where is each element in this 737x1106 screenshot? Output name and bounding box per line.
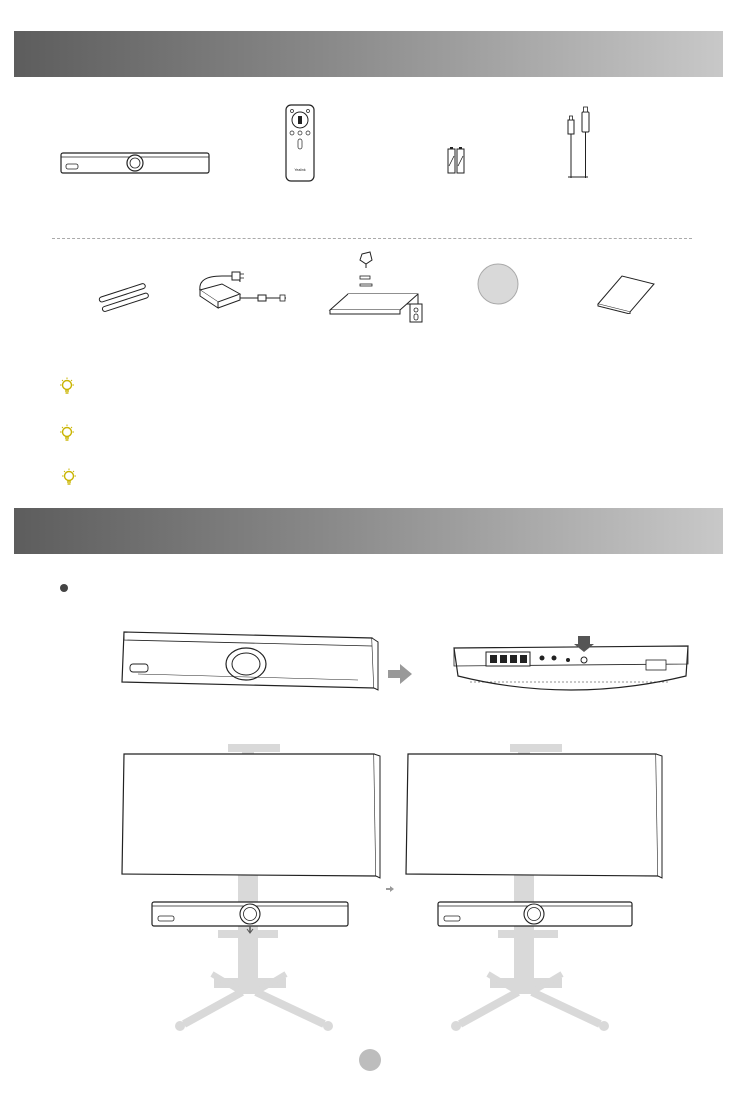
cable-ties-icon xyxy=(96,282,152,314)
lightbulb-icon xyxy=(59,424,75,442)
lightbulb-icon xyxy=(61,468,77,486)
video-bar-icon xyxy=(60,150,210,176)
usb-cable-icon xyxy=(560,106,600,178)
next-step-arrow-icon xyxy=(386,886,394,892)
remote-brand-label: Yealink xyxy=(294,168,306,172)
quick-start-guide-icon xyxy=(596,274,656,314)
next-step-arrow-icon xyxy=(388,664,412,684)
page-number-badge xyxy=(359,1049,381,1071)
lightbulb-icon xyxy=(59,377,75,395)
display-stand-mount-before xyxy=(118,742,382,1034)
remote-control-icon xyxy=(282,103,318,183)
video-bar-back-view xyxy=(450,636,694,706)
bullet-point-icon xyxy=(60,584,68,592)
camera-cover-icon xyxy=(476,262,520,306)
section-header-package-contents xyxy=(14,31,723,77)
section-header-installation xyxy=(14,508,723,554)
section-divider xyxy=(52,238,692,239)
aaa-batteries-icon xyxy=(446,146,466,174)
video-bar-front-view xyxy=(118,630,380,694)
mounting-bracket-icon xyxy=(326,248,426,324)
display-stand-mount-after xyxy=(404,742,668,1034)
power-adapter-icon xyxy=(192,268,290,314)
